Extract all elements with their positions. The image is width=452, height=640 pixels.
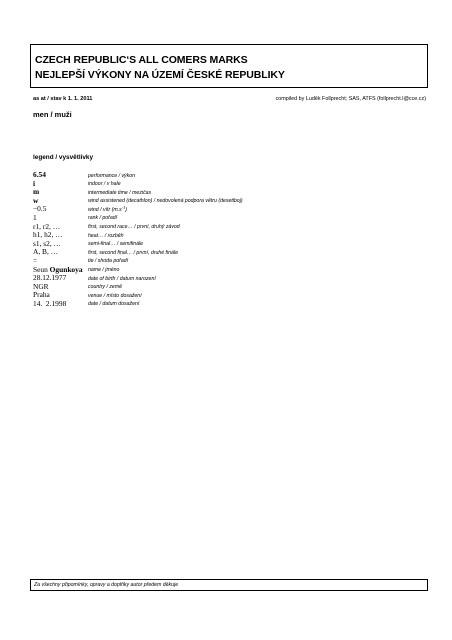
legend-title: legend / vysvětlivky bbox=[33, 154, 94, 161]
legend-desc: date / datum dosažení bbox=[88, 301, 140, 308]
footer-box bbox=[30, 579, 428, 591]
legend-term: w bbox=[33, 195, 39, 205]
title-box bbox=[30, 44, 428, 88]
legend-row bbox=[33, 291, 433, 300]
legend-desc: date of birth / datum narození bbox=[88, 275, 156, 282]
legend-row bbox=[33, 214, 433, 223]
wind-desc-prefix: wind / vítr (m.s bbox=[88, 206, 122, 213]
legend-desc: rank / pořadí bbox=[88, 215, 118, 222]
legend-term: s1, s2, … bbox=[33, 238, 61, 248]
legend-desc: name / jméno bbox=[88, 267, 120, 274]
legend-row bbox=[33, 266, 433, 275]
legend-row bbox=[33, 257, 433, 266]
title-czech: NEJLEPŠÍ VÝKONY NA ÚZEMÍ ČESKÉ REPUBLIKY bbox=[35, 69, 285, 81]
legend-row bbox=[33, 274, 433, 283]
legend-desc: first, second race… / první, druhý závod bbox=[88, 224, 180, 231]
title-english: CZECH REPUBLIC‘S ALL COMERS MARKS bbox=[35, 54, 248, 66]
legend-term: = bbox=[33, 255, 38, 265]
legend-term: NGR bbox=[33, 281, 49, 291]
legend-row bbox=[33, 197, 433, 206]
legend-row bbox=[33, 180, 433, 189]
legend-desc: indoor / v hale bbox=[88, 181, 121, 188]
section-heading: men / muži bbox=[33, 110, 72, 119]
wind-desc-sup: -1 bbox=[121, 204, 126, 210]
legend-desc: wind assistened (decathlon) / nedovolená podpora větru (desetiboj) bbox=[88, 198, 243, 205]
legend-row bbox=[33, 171, 433, 180]
legend-desc: heat… / rozběh bbox=[88, 232, 124, 239]
legend-term: m bbox=[33, 187, 40, 197]
as-at-date: as at / stav k 1. 1. 2011 bbox=[33, 96, 93, 102]
legend-desc: intermediate time / mezičas bbox=[88, 189, 152, 196]
legend-desc: performance / výkon bbox=[88, 172, 135, 179]
legend-desc: country / země bbox=[88, 284, 123, 291]
legend-desc: semi-final… / semifinále bbox=[88, 241, 144, 248]
legend-term: i bbox=[33, 178, 36, 188]
legend-row bbox=[33, 283, 433, 292]
legend-row bbox=[33, 300, 433, 309]
legend-desc: first, second final… / první, druhé finále bbox=[88, 249, 178, 256]
last-name: Ogunkoya bbox=[49, 264, 83, 274]
footer-note: Za všechny připomínky, opravy a doplňky autor předem děkuje bbox=[34, 582, 179, 588]
legend-term: 6.54 bbox=[33, 170, 46, 179]
legend-desc: tie / shoda pořadí bbox=[88, 258, 129, 265]
first-name: Seun bbox=[33, 264, 48, 274]
legend-term: r1, r2, … bbox=[33, 221, 61, 231]
legend-term: h1, h2, … bbox=[33, 230, 63, 240]
legend-desc: venue / místo dosažení bbox=[88, 292, 142, 299]
legend-row bbox=[33, 248, 433, 257]
legend-term: 28.12.1977 bbox=[33, 273, 67, 283]
legend-term: 14. 2.1998 bbox=[33, 298, 67, 308]
legend-row bbox=[33, 188, 433, 197]
legend-table bbox=[33, 171, 433, 309]
legend-term: Praha bbox=[33, 290, 50, 300]
legend-term: −0.5 bbox=[33, 204, 47, 214]
legend-row bbox=[33, 205, 433, 214]
legend-row bbox=[33, 223, 433, 232]
legend-term: A, B, … bbox=[33, 247, 59, 257]
legend-row bbox=[33, 231, 433, 240]
legend-row bbox=[33, 240, 433, 249]
legend-term: 1 bbox=[33, 212, 37, 222]
compiled-by: compiled by Luděk Follprecht; SAS, ATFS (follprecht.l@cce.cz) bbox=[275, 96, 426, 102]
wind-desc-suffix: ) bbox=[125, 206, 128, 213]
